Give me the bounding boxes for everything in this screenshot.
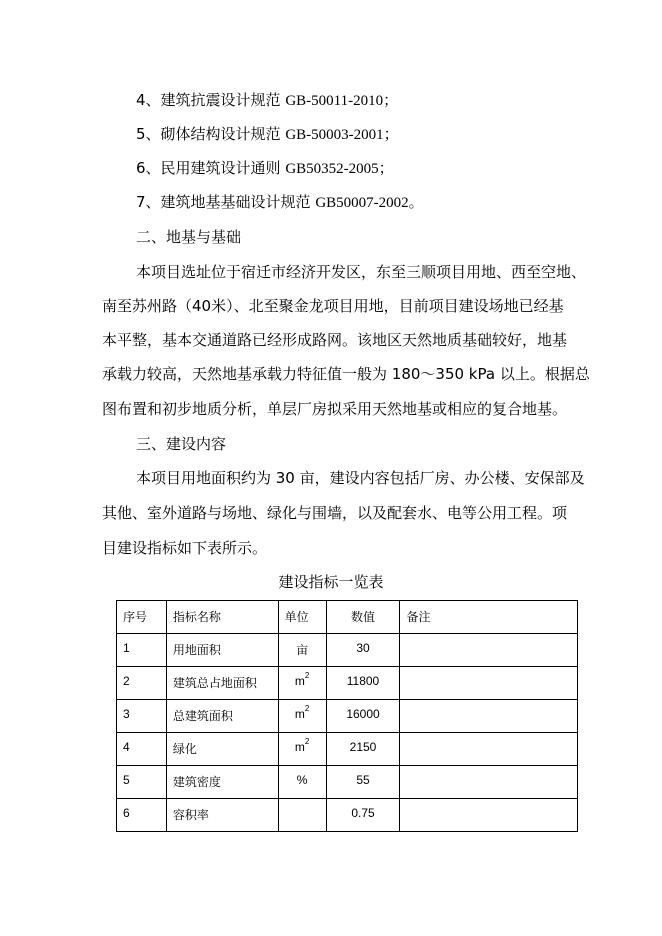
unit-text: m	[294, 740, 305, 754]
header-no: 序号	[117, 601, 167, 634]
spec-item-code: GB50352-2005；	[285, 161, 394, 177]
section-heading-foundation: 二、地基与基础	[136, 228, 242, 246]
table-row	[117, 634, 578, 667]
cell-value: 55	[326, 766, 400, 799]
cell-unit	[278, 634, 326, 667]
paragraph-line: 本项目选址位于宿迁市经济开发区，东至三顺项目用地、西至空地、	[136, 263, 587, 281]
cell-name: 建筑密度	[166, 766, 278, 799]
header-value: 数值	[326, 601, 400, 634]
cell-unit	[278, 766, 326, 799]
cell-no: 4	[117, 733, 167, 766]
cell-no: 3	[117, 700, 167, 733]
unit-sup: 2	[304, 737, 310, 746]
table-header-row	[117, 601, 578, 634]
cell-value: 30	[326, 634, 400, 667]
indicators-table	[116, 600, 578, 832]
cell-no: 1	[117, 634, 167, 667]
cell-note	[400, 766, 578, 799]
paragraph-line: 其他、室外道路与场地、绿化与围墙，以及配套水、电等公用工程。项	[102, 504, 568, 522]
cell-value: 16000	[326, 700, 400, 733]
cell-unit	[278, 799, 326, 832]
header-note: 备注	[400, 601, 578, 634]
spec-item-code: GB50007-2002。	[315, 195, 424, 211]
paragraph-line: 南至苏州路（40米）、北至聚金龙项目用地，目前项目建设场地已经基	[102, 297, 564, 315]
cell-unit	[278, 700, 326, 733]
unit-sup: 2	[304, 704, 310, 713]
spec-item-label: 6、民用建筑设计通则	[136, 159, 281, 177]
cell-no: 2	[117, 667, 167, 700]
table-title: 建设指标一览表	[278, 573, 384, 591]
table-row	[117, 733, 578, 766]
spec-item-code: GB-50003-2001；	[285, 127, 399, 143]
table-row	[117, 700, 578, 733]
spec-item-7	[136, 192, 424, 213]
cell-name: 总建筑面积	[166, 700, 278, 733]
unit-sup: 2	[304, 671, 310, 680]
cell-no: 6	[117, 799, 167, 832]
paragraph-line: 目建设指标如下表所示。	[102, 539, 268, 557]
cell-value: 2150	[326, 733, 400, 766]
paragraph-line: 承载力较高，天然地基承载力特征值一般为 180～350 kPa 以上。根据总	[102, 365, 590, 383]
unit-text: m	[294, 707, 305, 721]
spec-item-label: 5、砌体结构设计规范	[136, 125, 281, 143]
unit-text: m	[294, 674, 305, 688]
cell-no: 5	[117, 766, 167, 799]
table-row	[117, 799, 578, 832]
paragraph-line: 本项目用地面积约为 30 亩，建设内容包括厂房、办公楼、安保部及	[136, 469, 585, 487]
cell-unit	[278, 667, 326, 700]
header-unit: 单位	[278, 601, 326, 634]
paragraph-line: 图布置和初步地质分析，单层厂房拟采用天然地基或相应的复合地基。	[102, 400, 568, 418]
unit-text: 亩	[296, 643, 309, 657]
cell-note	[400, 667, 578, 700]
cell-name: 建筑总占地面积	[166, 667, 278, 700]
cell-name: 用地面积	[166, 634, 278, 667]
cell-value: 0.75	[326, 799, 400, 832]
spec-item-label: 4、建筑抗震设计规范	[136, 91, 281, 109]
table-row	[117, 667, 578, 700]
spec-item-code: GB-50011-2010；	[285, 93, 399, 109]
header-name: 指标名称	[166, 601, 278, 634]
cell-unit	[278, 733, 326, 766]
spec-item-4	[136, 90, 398, 111]
cell-note	[400, 799, 578, 832]
unit-text: %	[296, 773, 308, 787]
spec-item-6	[136, 158, 394, 179]
cell-note	[400, 733, 578, 766]
spec-item-5	[136, 124, 399, 145]
spec-item-label: 7、建筑地基基础设计规范	[136, 193, 311, 211]
cell-note	[400, 634, 578, 667]
cell-value: 11800	[326, 667, 400, 700]
cell-note	[400, 700, 578, 733]
cell-name: 绿化	[166, 733, 278, 766]
cell-name: 容积率	[166, 799, 278, 832]
table-row	[117, 766, 578, 799]
paragraph-line: 本平整，基本交通道路已经形成路网。该地区天然地质基础较好，地基	[102, 331, 568, 349]
section-heading-construction: 三、建设内容	[136, 435, 227, 453]
